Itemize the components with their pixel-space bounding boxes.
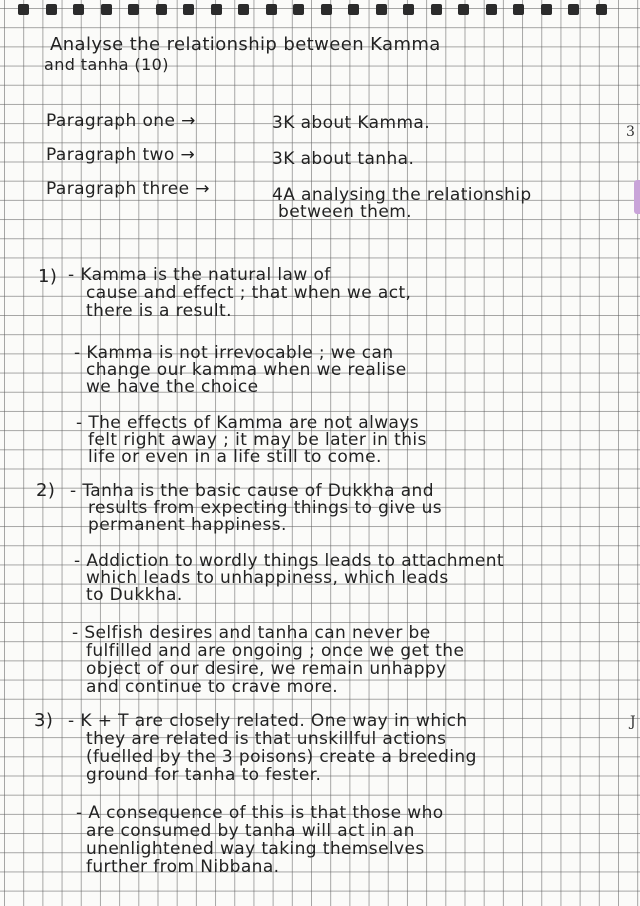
s2-b1-l3: permanent happiness. (88, 515, 287, 535)
binding-ring (156, 4, 167, 15)
binding-ring (46, 4, 57, 15)
s2-b3-l1: - Selfish desires and tanha can never be (72, 623, 431, 643)
binding-ring (18, 4, 29, 15)
binding-ring (403, 4, 414, 15)
s1-b1-l3: there is a result. (86, 301, 232, 321)
plan-text-1: 3K about Kamma. (272, 113, 431, 133)
s1-b3-l1: - The effects of Kamma are not always (76, 413, 420, 433)
binding-ring (376, 4, 387, 15)
binding-ring (238, 4, 249, 15)
binding-ring (128, 4, 139, 15)
binding-ring (293, 4, 304, 15)
s1-b1-l1: - Kamma is the natural law of (68, 265, 331, 285)
s3-b1-l4: ground for tanha to fester. (86, 765, 322, 785)
section-number-1: 1) (38, 266, 58, 287)
plan-text-2: 3K about tanha. (272, 149, 415, 169)
binding-ring (211, 4, 222, 15)
s1-b2-l2: change our kamma when we realise (86, 360, 407, 380)
s3-b1-l1: - K + T are closely related. One way in which (68, 711, 468, 731)
s2-b1-l2: results from expecting things to give us (88, 498, 443, 518)
s3-b1-l2: they are related is that unskillful actions (86, 729, 447, 749)
binding-ring (101, 4, 112, 15)
section-number-2: 2) (36, 480, 56, 501)
s1-b2-l3: we have the choice (86, 377, 259, 397)
spiral-binding (18, 2, 618, 16)
s2-b2-l3: to Dukkha. (86, 585, 183, 605)
s2-b2-l2: which leads to unhappiness, which leads (86, 568, 449, 588)
s2-b2-l1: - Addiction to wordly things leads to attachment (74, 551, 504, 571)
s1-b1-l2: cause and effect ; that when we act, (86, 283, 412, 303)
binding-ring (348, 4, 359, 15)
s3-b2-l3: unenlightened way taking themselves (86, 839, 425, 859)
s1-b3-l2: felt right away ; it may be later in this (88, 430, 427, 450)
binding-ring (458, 4, 469, 15)
binding-ring (568, 4, 579, 15)
margin-mark-1: 3 (626, 124, 635, 140)
s3-b1-l3: (fuelled by the 3 poisons) create a breeding (86, 747, 477, 767)
plan-label-2: Paragraph two → (46, 145, 196, 165)
page-tab-edge (634, 180, 640, 214)
binding-ring (321, 4, 332, 15)
plan-text-3: 4A analysing the relationship (272, 185, 532, 205)
s2-b3-l2: fulfilled and are ongoing ; once we get the (86, 641, 465, 661)
binding-ring (486, 4, 497, 15)
essay-title-line-2: and tanha (10) (44, 55, 169, 74)
s2-b3-l4: and continue to crave more. (86, 677, 339, 697)
plan-label-3: Paragraph three → (46, 179, 210, 199)
section-number-3: 3) (34, 710, 54, 731)
s2-b1-l1: - Tanha is the basic cause of Dukkha and (70, 481, 434, 501)
s1-b3-l3: life or even in a life still to come. (88, 447, 382, 467)
margin-mark-2: J (630, 714, 636, 730)
plan-text-3-cont: between them. (278, 202, 412, 222)
s3-b2-l4: further from Nibbana. (86, 857, 280, 877)
binding-ring (183, 4, 194, 15)
s1-b2-l1: - Kamma is not irrevocable ; we can (74, 343, 394, 363)
plan-label-1: Paragraph one → (46, 111, 196, 131)
binding-ring (266, 4, 277, 15)
binding-ring (73, 4, 84, 15)
s2-b3-l3: object of our desire, we remain unhappy (86, 659, 447, 679)
s3-b2-l2: are consumed by tanha will act in an (86, 821, 415, 841)
s3-b2-l1: - A consequence of this is that those who (76, 803, 444, 823)
binding-ring (541, 4, 552, 15)
essay-title-line-1: Analyse the relationship between Kamma (50, 34, 441, 55)
binding-ring (596, 4, 607, 15)
binding-ring (431, 4, 442, 15)
binding-ring (513, 4, 524, 15)
